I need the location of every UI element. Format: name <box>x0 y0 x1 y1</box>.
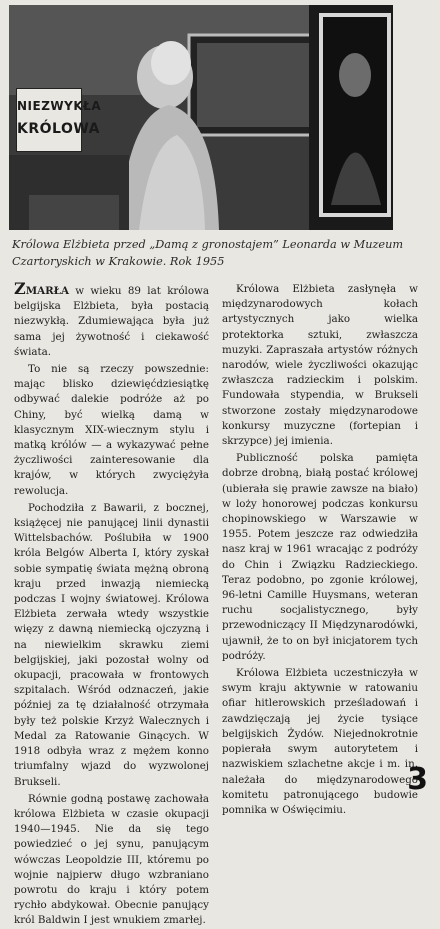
page-number: 3 <box>407 762 428 797</box>
title-box <box>16 88 102 152</box>
lead-text: w wieku 89 lat królowa belgijska Elżbieta, była postacią niezwykłą. Zdumiewająca była już sama jej żywotność i ciekawość świata. <box>14 285 209 358</box>
title-line-2: KRÓLOWA <box>17 121 101 137</box>
article-paragraph: Publiczność polska pamięta dobrze drobną, białą postać królowej (ubierała się prawie zawsze na biało) w loży honorowej podczas konkursu chopinowskiego w Warszawie w 1955. Potem jeszcze raz odwiedziła nasz kraj w 1961 wracając z podróży do Chin i Związku Radzieckiego. Teraz podobno, po zgonie królowej, 96-letni Camille Huysmans, weteran ruchu socjalistycznego, były przewodniczący II Międzynarodówki, ujawnił, że to on był inicjatorem tych podróży. <box>222 452 418 662</box>
article-paragraph: To nie są rzeczy powszednie: mając blisko dziewięćdziesiątkę odbywać dalekie podróże aż po Chiny, być wielką damą w klasycznym XIX-wiecznym stylu i matką królów — a wykazywać pełne życzliwości zainteresowanie dla krajów, w których zwyciężyła rewolucja. <box>14 363 209 497</box>
lead-word: MARŁA <box>25 285 69 297</box>
article-paragraph: Królowa Elżbieta uczestniczyła w swym kraju aktywnie w ratowaniu ofiar hitlerowskich prześladowań i zawdzięczają jej życie tysiące belgijskich Żydów. Niejednokrotnie popierała swym autorytetem i nazwiskiem szlachetne akcje i m. in. należała do międzynarodowego komitetu patronującego budowie pomnika w Oświęcimiu. <box>222 667 418 816</box>
drop-cap: Z <box>14 279 26 298</box>
photo-caption: Królowa Elżbieta przed „Damą z gronostajem” Leonarda w Muzeum Czartoryskich w Krakowie. Rok 1955 <box>12 238 404 268</box>
article-paragraph: Królowa Elżbieta zasłynęła w międzynarodowych kołach artystycznych jako wielka protektorka sztuki, zwłaszcza muzyki. Zapraszała artystów różnych narodów, wiele życzliwości okazując zwłaszcza radzieckim i polskim. Fundowała stypendia, w Brukseli stworzone zostały międzynarodowe konkursy muzyczne (fortepian i skrzypce) jej imienia. <box>222 283 418 448</box>
article-column-left <box>14 279 209 929</box>
title-line-1: NIEZWYKŁA <box>17 99 102 113</box>
article-column-right <box>222 282 418 818</box>
article-paragraph: Równie godną postawę zachowała królowa Elżbieta w czasie okupacji 1940—1945. Nie da się tego powiedzieć o jej synu, panującym wówczas Leopoldzie III, któremu po wojnie najpierw długo wzbraniano powrotu do kraju i który potem rychło abdykował. Obecnie panujący król Baldwin I jest wnukiem zmarłej. <box>14 792 209 927</box>
article-paragraph: Pochodziła z Bawarii, z bocznej, książęcej nie panującej linii dynastii Wittelsbachów. Poślubiła w 1900 króla Belgów Alberta I, który zyskał sobie sympatię świata mężną obroną kraju przed inwazją niemiecką podczas I wojny światowej. Królowa Elżbieta zerwała wtedy wszystkie więzy z dawną niemiecką ojczyzną i na niewielkim skrawku ziemi belgijskiej, jaki pozostał wolny od okupacji, pracowała w frontowych szpitalach. Wśród odznaczeń, jakie później za tę działalność otrzymała były też polskie Krzyż Walecznych i Medal za Ratowanie Ginących. W 1918 odbyła wraz z mężem konno triumfalny wjazd do wyzwolonej Brukseli. <box>14 501 209 788</box>
article-paragraph <box>14 279 209 360</box>
